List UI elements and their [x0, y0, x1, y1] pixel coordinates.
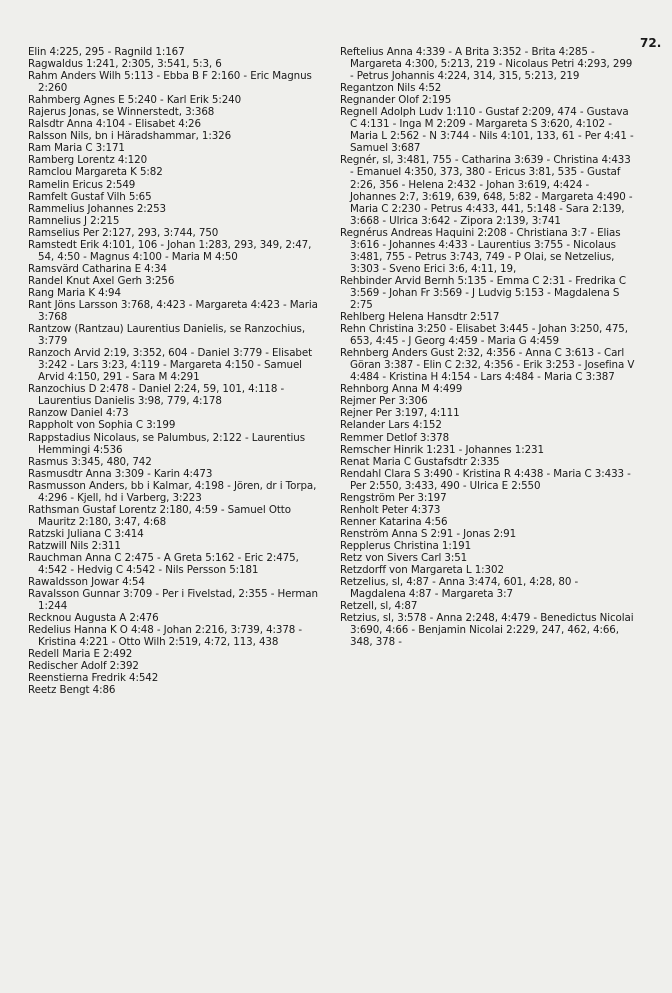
index-entry: Retz von Sivers Carl 3:51	[340, 551, 468, 564]
index-entry: Ragwaldus 1:241, 2:305, 3:541, 5:3, 6	[28, 58, 222, 71]
index-entry: Rathsman Gustaf Lorentz 2:180, 4:59 - Samuel Otto Mauritz 2:180, 3:47, 4:68	[28, 503, 291, 528]
index-entry: Rehlberg Helena Hansdtr 2:517	[340, 311, 500, 324]
index-entry: Rengström Per 3:197	[340, 491, 447, 504]
index-entry: Rahm Anders Wilh 5:113 - Ebba B F 2:160 - Eric Magnus 2:260	[28, 70, 312, 95]
index-entry: Relander Lars 4:152	[340, 419, 442, 432]
index-entry: Rappholt von Sophia C 3:199	[28, 419, 176, 432]
index-entry: Ranzow Daniel 4:73	[28, 407, 129, 420]
index-entry: Rauchman Anna C 2:475 - A Greta 5:162 - Eric 2:475, 4:542 - Hedvig C 4:542 - Nils Persson 5:181	[28, 551, 299, 577]
index-entry: Reetz Bengt 4:86	[28, 684, 116, 697]
index-entry: Rehnberg Anders Gust 2:32, 4:356 - Anna C 3:613 - Carl Göran 3:387 - Elin C 2:32, 4:356 - Erik 3:253 - Josefina V 4:484 - Kristina H 4:154 - Lars 4:484 - Maria C 3:387	[340, 347, 635, 384]
index-entry: Ramselius Per 2:127, 293, 3:744, 750	[28, 226, 219, 239]
index-entry: Rahmberg Agnes E 5:240 - Karl Erik 5:240	[28, 94, 242, 107]
index-entry: Renner Katarina 4:56	[340, 515, 448, 528]
index-entry: Ranzoch Arvid 2:19, 3:352, 604 - Daniel 3:779 - Elisabet 3:242 - Lars 3:23, 4:119 - Margareta 4:150 - Samuel Arvid 4:150, 291 - Sara M 4:291	[28, 347, 313, 384]
index-entry: Regnell Adolph Ludv 1:110 - Gustaf 2:209, 474 - Gustava C 4:131 - Inga M 2:209 - Margareta S 3:620, 4:102 - Maria L 2:562 - N 3:744 - Nils 4:101, 133, 61 - Per 4:41 - Samuel 3:687	[340, 106, 634, 155]
index-entry: Rejner Per 3:197, 4:111	[340, 407, 460, 420]
index-entry: Ravalsson Gunnar 3:709 - Per i Fivelstad, 2:355 - Herman 1:244	[28, 588, 318, 613]
index-entry: Rasmusson Anders, bb i Kalmar, 4:198 - Jören, dr i Torpa, 4:296 - Kjell, hd i Varberg, 3:223	[28, 479, 317, 504]
page-number: 72.	[640, 36, 662, 50]
index-entry: Redell Maria E 2:492	[28, 648, 133, 661]
index-entry: Rammelius Johannes 2:253	[28, 202, 166, 215]
index-entry: Ramstedt Erik 4:101, 106 - Johan 1:283, 293, 349, 2:47, 54, 4:50 - Magnus 4:100 - Maria M 4:50	[28, 238, 312, 263]
index-entry: Regantzon Nils 4:52	[340, 82, 442, 95]
index-entry: Reenstierna Fredrik 4:542	[28, 672, 159, 685]
index-entry: Rappstadius Nicolaus, se Palumbus, 2:122 - Laurentius Hemmingi 4:536	[28, 431, 305, 456]
index-entry: Ranzochius D 2:478 - Daniel 2:24, 59, 101, 4:118 - Laurentius Danielis 3:98, 779, 4:178	[28, 383, 285, 408]
index-entry: Rantzow (Rantzau) Laurentius Danielis, se Ranzochius, 3:779	[28, 323, 305, 348]
index-entry: Retzdorff von Margareta L 1:302	[340, 564, 504, 577]
index-entry: Ramfelt Gustaf Vilh 5:65	[28, 190, 152, 203]
index-entry: Rant Jöns Larsson 3:768, 4:423 - Margareta 4:423 - Maria 3:768	[28, 298, 318, 324]
index-entry: Ramberg Lorentz 4:120	[28, 154, 148, 167]
index-entry: Ralsdtr Anna 4:104 - Elisabet 4:26	[28, 118, 201, 131]
index-entry: Retzius, sl, 3:578 - Anna 2:248, 4:479 - Benedictus Nicolai 3:690, 4:66 - Benjamin Nicolai 2:229, 247, 462, 4:66, 348, 378 -	[340, 612, 634, 649]
index-entry: Ramclou Margareta K 5:82	[28, 166, 163, 179]
index-entry: Repplerus Christina 1:191	[340, 539, 472, 552]
index-entry: Ramsvärd Catharina E 4:34	[28, 262, 167, 275]
index-entry: Reftelius Anna 4:339 - A Brita 3:352 - Brita 4:285 - Margareta 4:300, 5:213, 219 - Nicolaus Petri 4:293, 299 - Petrus Johannis 4:224, 314, 315, 5:213, 219	[340, 46, 633, 83]
index-entry: Rehn Christina 3:250 - Elisabet 3:445 - Johan 3:250, 475, 653, 4:45 - J Georg 4:459 - Maria G 4:459	[340, 323, 628, 348]
index-column-right	[340, 46, 636, 648]
index-entry: Rajerus Jonas, se Winnerstedt, 3:368	[28, 106, 215, 119]
index-entry: Retzelius, sl, 4:87 - Anna 3:474, 601, 4:28, 80 - Magdalena 4:87 - Margareta 3:7	[340, 576, 579, 601]
index-entry: Randel Knut Axel Gerh 3:256	[28, 274, 175, 287]
index-entry: Ram Maria C 3:171	[28, 142, 125, 155]
index-entry: Rehbinder Arvid Bernh 5:135 - Emma C 2:31 - Fredrika C 3:569 - Johan Fr 3:569 - J Ludvig 5:153 - Magdalena S 2:75	[340, 274, 626, 311]
index-entry: Ramnelius J 2:215	[28, 214, 120, 227]
index-entry: Rasmus 3:345, 480, 742	[28, 455, 152, 468]
index-entry: Elin 4:225, 295 - Ragnild 1:167	[28, 46, 185, 58]
index-entry: Rehnborg Anna M 4:499	[340, 383, 463, 396]
index-entry: Retzell, sl, 4:87	[340, 600, 418, 613]
index-entry: Recknou Augusta A 2:476	[28, 612, 159, 625]
index-column-left	[28, 46, 324, 697]
index-entry: Regnérus Andreas Haquini 2:208 - Christiana 3:7 - Elias 3:616 - Johannes 4:433 - Laurentius 3:755 - Nicolaus 3:481, 755 - Petrus 3:743, 749 - P Olai, se Netzelius, 3:303 - Sveno Erici 3:6, 4:11, 19,	[340, 226, 621, 275]
index-entry: Ramelin Ericus 2:549	[28, 178, 136, 191]
index-entry: Remscher Hinrik 1:231 - Johannes 1:231	[340, 443, 544, 456]
index-entry: Rejmer Per 3:306	[340, 395, 428, 408]
index-entry: Regnér, sl, 3:481, 755 - Catharina 3:639 - Christina 4:433 - Emanuel 4:350, 373, 380 - Ericus 3:81, 535 - Gustaf 2:26, 356 - Helena 2:432 - Johan 3:619, 4:424 - Johannes 2:7, 3:619, 639, 648, 5:82 - Margareta 4:490 - Maria C 2:230 - Petrus 4:433, 441, 5:148 - Sara 2:139, 3:668 - Ulrica 3:642 - Zipora 2:139, 3:741	[340, 154, 633, 227]
index-entry: Redelius Hanna K O 4:48 - Johan 2:216, 3:739, 4:378 - Kristina 4:221 - Otto Wilh 2:519, 4:72, 113, 438	[28, 624, 303, 649]
index-entry: Rawaldsson Jowar 4:54	[28, 576, 145, 589]
index-entry: Rasmusdtr Anna 3:309 - Karin 4:473	[28, 467, 213, 480]
index-entry: Renholt Peter 4:373	[340, 503, 441, 516]
index-entry: Regnander Olof 2:195	[340, 94, 452, 107]
index-entry: Renström Anna S 2:91 - Jonas 2:91	[340, 527, 517, 540]
index-entry: Ralsson Nils, bn i Häradshammar, 1:326	[28, 130, 232, 143]
index-entry: Rang Maria K 4:94	[28, 286, 121, 299]
index-entry: Rendahl Clara S 3:490 - Kristina R 4:438 - Maria C 3:433 - Per 2:550, 3:433, 490 - Ulrica E 2:550	[340, 467, 631, 492]
index-entry: Ratzwill Nils 2:311	[28, 539, 121, 552]
index-entry: Remmer Detlof 3:378	[340, 431, 450, 444]
index-entry: Redischer Adolf 2:392	[28, 660, 139, 673]
index-entry: Ratzski Juliana C 3:414	[28, 527, 144, 540]
index-entry: Renat Maria C Gustafsdtr 2:335	[340, 455, 500, 468]
